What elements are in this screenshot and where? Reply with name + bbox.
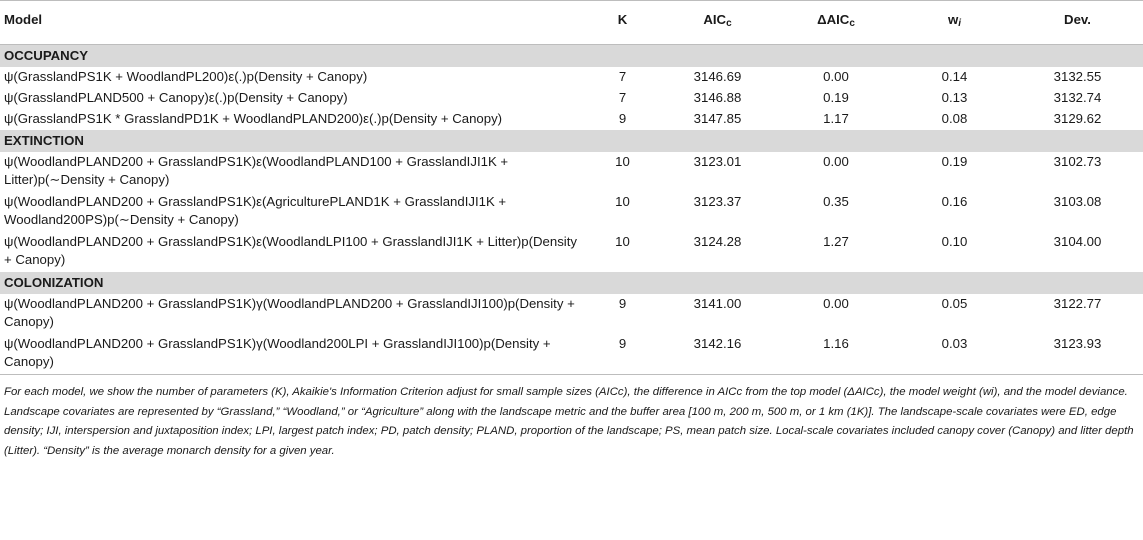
table-row (0, 88, 1143, 109)
model-cell: ψ(WoodlandPLAND200 + GrasslandPS1K)ε(WoodlandPLAND100 + GrasslandIJI1K + Litter)p(∼Density + Canopy) (4, 154, 509, 187)
model-cell: ψ(GrasslandPLAND500 + Canopy)ε(.)p(Density + Canopy) (4, 90, 348, 105)
delta-aic-cell: 1.16 (823, 336, 849, 351)
weight-cell: 0.05 (941, 296, 968, 311)
k-cell: 10 (615, 194, 630, 209)
weight-cell: 0.08 (941, 111, 968, 126)
table-row (0, 232, 1143, 272)
weight-cell: 0.10 (941, 234, 968, 249)
model-cell: ψ(WoodlandPLAND200 + GrasslandPS1K)γ(WoodlandPLAND200 + GrasslandIJI100)p(Density + Canopy) (4, 296, 575, 329)
aic-cell: 3142.16 (693, 336, 742, 351)
table-row (0, 294, 1143, 334)
header-k: K (585, 1, 660, 45)
table-row (0, 192, 1143, 232)
section-row-extinction (0, 130, 1143, 152)
header-deviance: Dev. (1012, 1, 1143, 45)
table-row (0, 67, 1143, 88)
k-cell: 9 (618, 296, 627, 311)
deviance-cell: 3132.55 (1053, 69, 1102, 84)
aic-cell: 3146.88 (693, 90, 742, 105)
section-title: OCCUPANCY (0, 45, 1143, 68)
weight-cell: 0.14 (941, 69, 968, 84)
deviance-cell: 3104.00 (1053, 234, 1102, 249)
k-cell: 7 (618, 69, 627, 84)
model-cell: ψ(GrasslandPS1K * GrasslandPD1K + WoodlandPLAND200)ε(.)p(Density + Canopy) (4, 111, 503, 126)
delta-aic-cell: 1.27 (823, 234, 849, 249)
model-cell: ψ(WoodlandPLAND200 + GrasslandPS1K)ε(WoodlandLPI100 + GrasslandIJI1K + Litter)p(Density + Canopy) (4, 234, 577, 267)
deviance-cell: 3123.93 (1053, 336, 1102, 351)
model-cell: ψ(WoodlandPLAND200 + GrasslandPS1K)γ(Woodland200LPI + GrasslandIJI100)p(Density + Canopy) (4, 336, 551, 369)
delta-aic-cell: 0.19 (823, 90, 849, 105)
model-cell: ψ(GrasslandPS1K + WoodlandPL200)ε(.)p(Density + Canopy) (4, 69, 368, 84)
weight-cell: 0.13 (941, 90, 968, 105)
k-cell: 10 (615, 154, 630, 169)
aic-cell: 3124.28 (693, 234, 742, 249)
table-row (0, 334, 1143, 374)
weight-cell: 0.16 (941, 194, 968, 209)
k-cell: 10 (615, 234, 630, 249)
aic-cell: 3123.37 (693, 194, 742, 209)
deviance-cell: 3129.62 (1053, 111, 1102, 126)
table-row (0, 109, 1143, 130)
k-cell: 7 (618, 90, 627, 105)
delta-aic-cell: 0.00 (823, 154, 849, 169)
header-delta-aic: $\Delta AIC_c$ (775, 1, 897, 45)
aic-cell: 3147.85 (693, 111, 742, 126)
section-row-colonization (0, 272, 1143, 294)
table-footnote: For each model, we show the number of parameters (K), Akaikie's Information Criterion adjust for small sample sizes (AICc), the difference in AICc from the top model (ΔAICc), the model weight (wi), and the model deviance. Landscape covariates are represented by “Grassland,” “Woodland,” or “Agriculture” along with the landscape metric and the buffer area [100 m, 200 m, 500 m, or 1 km (1K)]. The landscape-scale covariates were ED, edge density; IJI, interspersion and juxtaposition index; LPI, largest patch index; PD, patch density; PLAND, proportion of the landscape; PS, mean patch size. Local-scale covariates included canopy cover (Canopy) and litter depth (Litter). “Density” is the average monarch density for a given year. (0, 374, 1143, 461)
k-cell: 9 (618, 336, 627, 351)
delta-aic-cell: 0.00 (823, 69, 849, 84)
model-cell: ψ(WoodlandPLAND200 + GrasslandPS1K)ε(AgriculturePLAND1K + GrasslandIJI1K + Woodland200PS)p(∼Density + Canopy) (4, 194, 507, 227)
delta-aic-cell: 0.35 (823, 194, 849, 209)
table-row (0, 152, 1143, 192)
delta-aic-cell: 1.17 (823, 111, 849, 126)
weight-cell: 0.19 (941, 154, 968, 169)
delta-aic-cell: 0.00 (823, 296, 849, 311)
aic-cell: 3146.69 (693, 69, 742, 84)
deviance-cell: 3132.74 (1053, 90, 1102, 105)
section-title: EXTINCTION (0, 130, 1143, 152)
header-row (0, 1, 1143, 45)
aic-cell: 3123.01 (693, 154, 742, 169)
deviance-cell: 3122.77 (1053, 296, 1102, 311)
header-model: Model (0, 1, 585, 45)
deviance-cell: 3103.08 (1053, 194, 1102, 209)
weight-cell: 0.03 (941, 336, 968, 351)
section-row-occupancy (0, 45, 1143, 68)
aic-cell: 3141.00 (693, 296, 742, 311)
k-cell: 9 (618, 111, 627, 126)
header-aic: $AIC_c$ (660, 1, 775, 45)
header-weight: $w_i$ (897, 1, 1012, 45)
section-title: COLONIZATION (0, 272, 1143, 294)
deviance-cell: 3102.73 (1053, 154, 1102, 169)
